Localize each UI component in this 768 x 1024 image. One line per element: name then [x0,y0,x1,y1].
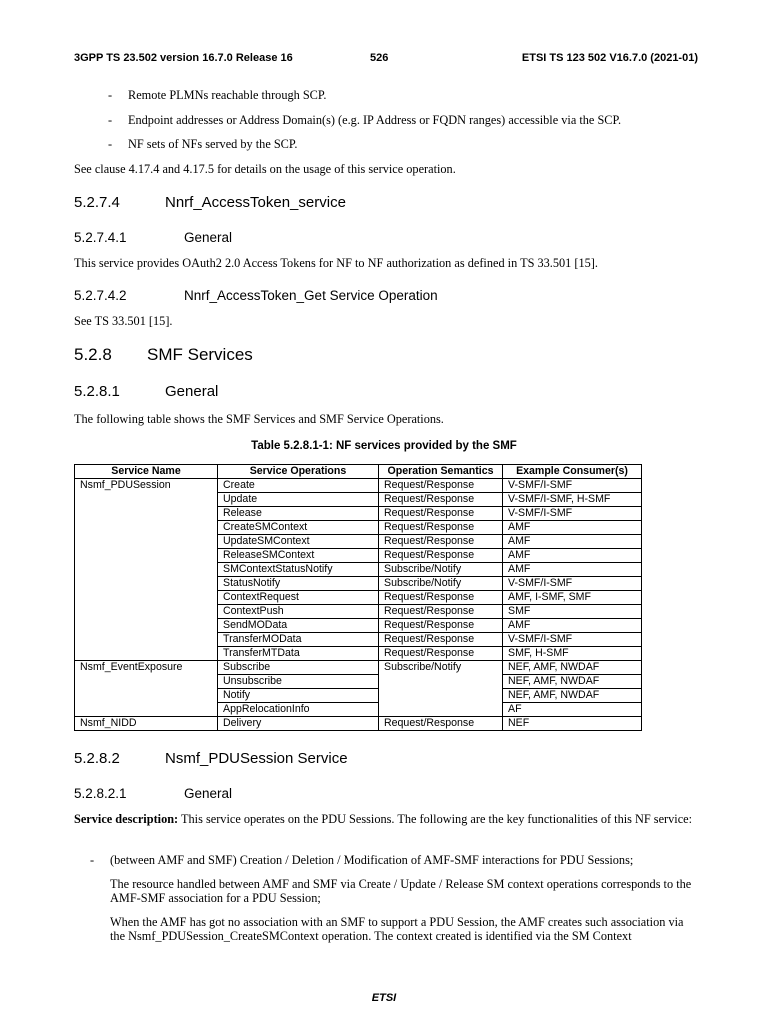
bullet-item: NF sets of NFs served by the SCP. [128,137,298,151]
page-number: 526 [370,52,389,64]
consumer-cell: NEF [503,716,642,730]
operation-cell: AppRelocationInfo [218,702,379,716]
semantics-cell: Subscribe/Notify [379,660,503,716]
section-number: 5.2.7.4 [74,194,120,211]
column-header: Operation Semantics [379,465,503,479]
operation-cell: Notify [218,688,379,702]
operation-cell: TransferMOData [218,632,379,646]
column-header: Service Name [75,465,218,479]
page-footer: ETSI [371,992,397,1004]
section-number: 5.2.8.1 [74,383,120,400]
table-row [75,660,642,674]
consumer-cell: V-SMF/I-SMF [503,506,642,520]
semantics-cell: Request/Response [379,506,503,520]
consumer-cell: AMF [503,520,642,534]
consumer-cell: AF [503,702,642,716]
operation-cell: SMContextStatusNotify [218,562,379,576]
operation-cell: ReleaseSMContext [218,548,379,562]
consumer-cell: AMF, I-SMF, SMF [503,590,642,604]
consumer-cell: V-SMF/I-SMF [503,576,642,590]
operation-cell: ContextRequest [218,590,379,604]
section-number: 5.2.7.4.1 [74,230,127,245]
consumer-cell: AMF [503,618,642,632]
operation-cell: SendMOData [218,618,379,632]
paragraph: See TS 33.501 [15]. [74,314,173,328]
section-number: 5.2.8 [74,345,112,364]
semantics-cell: Subscribe/Notify [379,576,503,590]
bullet-item: Remote PLMNs reachable through SCP. [128,88,327,102]
column-header: Example Consumer(s) [503,465,642,479]
table-row [75,716,642,730]
paragraph: This service provides OAuth2 2.0 Access Tokens for NF to NF authorization as defined in TS 33.501 [15]. [74,256,598,270]
service-description-label: Service description: [74,812,179,826]
section-title: Nnrf_AccessToken_service [165,194,346,211]
consumer-cell: SMF, H-SMF [503,646,642,660]
operation-cell: CreateSMContext [218,520,379,534]
operation-cell: StatusNotify [218,576,379,590]
section-number: 5.2.8.2.1 [74,786,127,801]
section-title: General [165,383,219,400]
service-name-cell: Nsmf_PDUSession [75,478,218,660]
see-clause-text: See clause 4.17.4 and 4.17.5 for details on the usage of this service operation. [74,162,456,176]
column-header: Service Operations [218,465,379,479]
operation-cell: Delivery [218,716,379,730]
consumer-cell: V-SMF/I-SMF [503,478,642,492]
section-number: 5.2.8.2 [74,750,120,767]
service-name-cell: Nsmf_NIDD [75,716,218,730]
consumer-cell: NEF, AMF, NWDAF [503,660,642,674]
semantics-cell: Request/Response [379,548,503,562]
semantics-cell: Request/Response [379,520,503,534]
paragraph: The following table shows the SMF Services and SMF Service Operations. [74,412,444,426]
consumer-cell: AMF [503,548,642,562]
consumer-cell: NEF, AMF, NWDAF [503,674,642,688]
semantics-cell: Request/Response [379,478,503,492]
operation-cell: Unsubscribe [218,674,379,688]
service-name-cell: Nsmf_EventExposure [75,660,218,716]
section-title: General [184,230,233,245]
consumer-cell: V-SMF/I-SMF, H-SMF [503,492,642,506]
consumer-cell: NEF, AMF, NWDAF [503,688,642,702]
section-title: SMF Services [147,345,253,364]
operation-cell: TransferMTData [218,646,379,660]
semantics-cell: Request/Response [379,632,503,646]
paragraph: The resource handled between AMF and SMF via Create / Update / Release SM context operations corresponds to the AMF-SMF association for a PDU Session; [110,877,692,905]
operation-cell: UpdateSMContext [218,534,379,548]
semantics-cell: Request/Response [379,590,503,604]
bullet-item: (between AMF and SMF) Creation / Deletion / Modification of AMF-SMF interactions for PDU Sessions; [110,853,634,867]
operation-cell: Subscribe [218,660,379,674]
bullet-item: Endpoint addresses or Address Domain(s) (e.g. IP Address or FQDN ranges) accessible via the SCP. [128,113,622,127]
bullet-dash: - [90,853,95,867]
operation-cell: Create [218,478,379,492]
section-title: Nnrf_AccessToken_Get Service Operation [184,288,438,303]
bullet-dash: - [108,88,113,102]
smf-services-table [74,464,642,731]
semantics-cell: Request/Response [379,716,503,730]
consumer-cell: AMF [503,562,642,576]
section-number: 5.2.7.4.2 [74,288,127,303]
page-header-left: 3GPP TS 23.502 version 16.7.0 Release 16 [74,52,293,64]
service-description [74,812,694,826]
operation-cell: ContextPush [218,604,379,618]
operation-cell: Update [218,492,379,506]
bullet-dash: - [108,137,113,151]
semantics-cell: Request/Response [379,618,503,632]
consumer-cell: SMF [503,604,642,618]
consumer-cell: AMF [503,534,642,548]
operation-cell: Release [218,506,379,520]
section-title: Nsmf_PDUSession Service [165,750,348,767]
bullet-dash: - [108,113,113,127]
semantics-cell: Request/Response [379,646,503,660]
table-caption: Table 5.2.8.1-1: NF services provided by the SMF [251,440,517,452]
semantics-cell: Request/Response [379,604,503,618]
section-title: General [184,786,233,801]
consumer-cell: V-SMF/I-SMF [503,632,642,646]
page-header-right: ETSI TS 123 502 V16.7.0 (2021-01) [521,52,698,64]
table-row [75,478,642,492]
semantics-cell: Request/Response [379,534,503,548]
semantics-cell: Request/Response [379,492,503,506]
semantics-cell: Subscribe/Notify [379,562,503,576]
service-description-text: This service operates on the PDU Sessions. The following are the key functionalities of this NF service: [178,812,693,826]
paragraph: When the AMF has got no association with an SMF to support a PDU Session, the AMF creates such association via the Nsmf_PDUSession_CreateSMContext operation. The context created is identified via the SM Context [110,915,684,943]
